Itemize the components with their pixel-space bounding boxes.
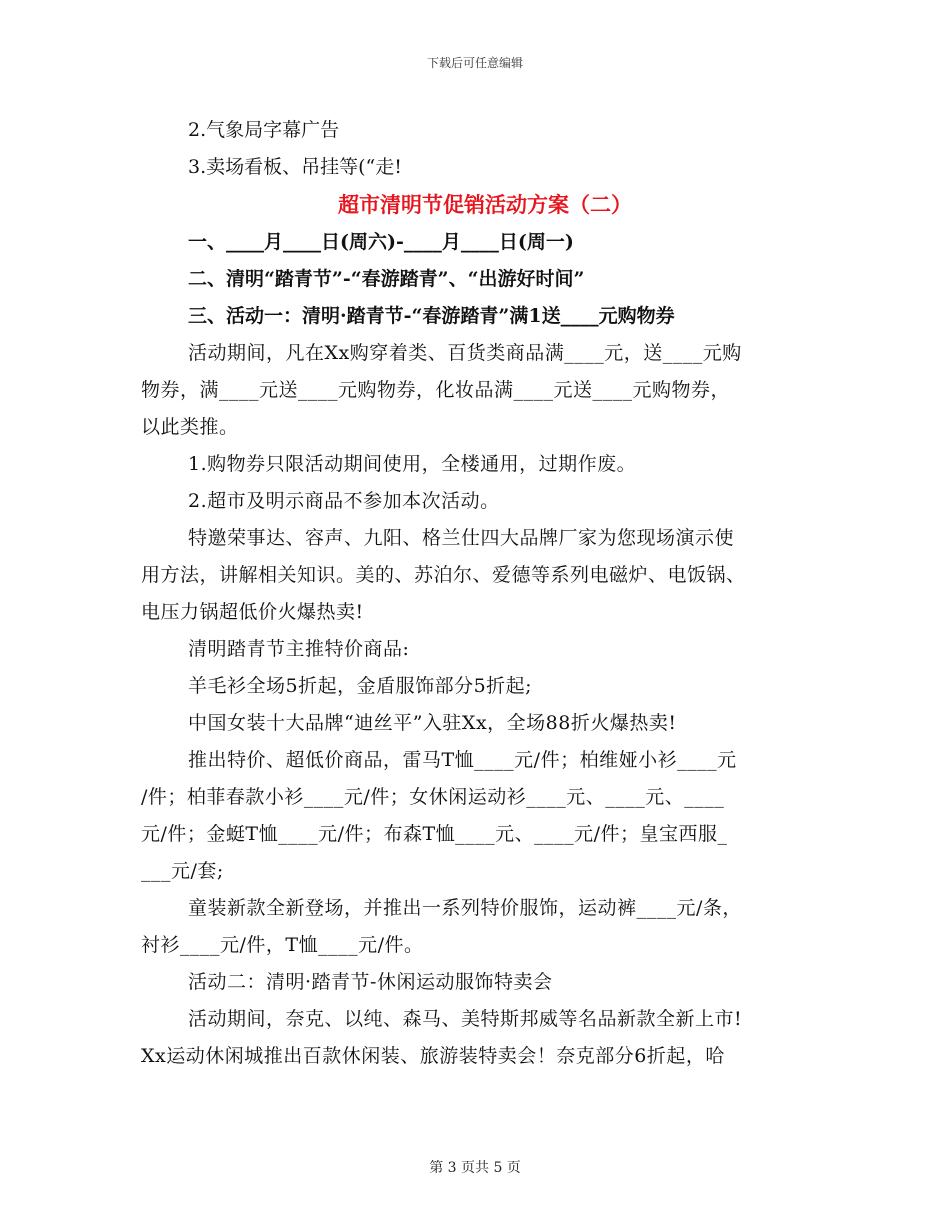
paragraph-line: 以此类推。 <box>141 416 239 438</box>
paragraph <box>141 705 809 742</box>
paragraph <box>141 483 809 520</box>
paragraph-line: 物券，满____元送____元购物券，化妆品满____元送____元购物券， <box>141 379 731 401</box>
paragraph-line: 1.购物券只限活动期间使用，全楼通用，过期作废。 <box>188 453 637 475</box>
section-heading: 一、____月____日(周六)-____月____日(周一) <box>188 231 574 253</box>
paragraph-line: 2.超市及明示商品不参加本次活动。 <box>188 490 500 512</box>
paragraph-line: 衬衫____元/件，T恤____元/件。 <box>141 934 424 956</box>
paragraph-line: 清明踏青节主推特价商品: <box>188 638 410 660</box>
paragraph-line: ___元/套; <box>141 860 224 882</box>
section-heading: 二、清明“踏青节”-“春游踏青”、“出游好时间” <box>188 268 585 290</box>
section-heading: 三、活动一：清明·踏青节-“春游踏青”满1送____元购物券 <box>188 305 675 327</box>
page-footer: 第 3 页共 5 页 <box>429 1160 521 1176</box>
page-header: 下载后可任意编辑 <box>426 56 523 70</box>
paragraph <box>141 520 809 631</box>
paragraph <box>141 964 809 1001</box>
list-item: 3.卖场看板、吊挂等(“走! <box>188 156 402 178</box>
paragraph-line: 用方法，讲解相关知识。美的、苏泊尔、爱德等系列电磁炉、电饭锅、 <box>141 564 746 586</box>
paragraph-line: 活动期间，凡在Xx购穿着类、百货类商品满____元，送____元购 <box>188 342 742 364</box>
paragraph-line: 活动期间，奈克、以纯、森马、美特斯邦威等名品新款全新上市! <box>188 1008 743 1030</box>
paragraph-line: 中国女装十大品牌“迪丝平”入驻Xx，全场88折火爆热卖! <box>188 712 677 734</box>
document-body <box>141 112 809 1075</box>
paragraph <box>141 446 809 483</box>
paragraph <box>141 742 809 890</box>
paragraph <box>141 631 809 668</box>
paragraph <box>141 335 809 446</box>
paragraph-line: 羊毛衫全场5折起，金盾服饰部分5折起; <box>188 675 533 697</box>
list-item: 2.气象局字幕广告 <box>188 119 340 141</box>
paragraph-line: 童装新款全新登场，并推出一系列特价服饰，运动裤____元/条， <box>188 897 742 919</box>
paragraph-line: 推出特价、超低价商品，雷马T恤____元/件；柏维娅小衫____元 <box>188 749 737 771</box>
paragraph-line: 元/件；金蜓T恤____元/件；布森T恤____元、____元/件；皇宝西服_ <box>141 823 728 845</box>
paragraph <box>141 890 809 964</box>
paragraph-line: 电压力锅超低价火爆热卖! <box>141 601 364 623</box>
paragraph-line: Xx运动休闲城推出百款休闲装、旅游装特卖会！奈克部分6折起，哈 <box>141 1045 725 1067</box>
section-title: 超市清明节促销活动方案（二） <box>338 192 632 217</box>
paragraph-line: 特邀荣事达、容声、九阳、格兰仕四大品牌厂家为您现场演示使 <box>188 527 735 549</box>
paragraph-line: 活动二：清明·踏青节-休闲运动服饰特卖会 <box>188 971 553 993</box>
paragraph-list <box>141 335 809 1075</box>
paragraph <box>141 1001 809 1075</box>
paragraph-line: /件；柏菲春款小衫____元/件；女休闲运动衫____元、____元、____ <box>141 786 725 808</box>
paragraph <box>141 668 809 705</box>
